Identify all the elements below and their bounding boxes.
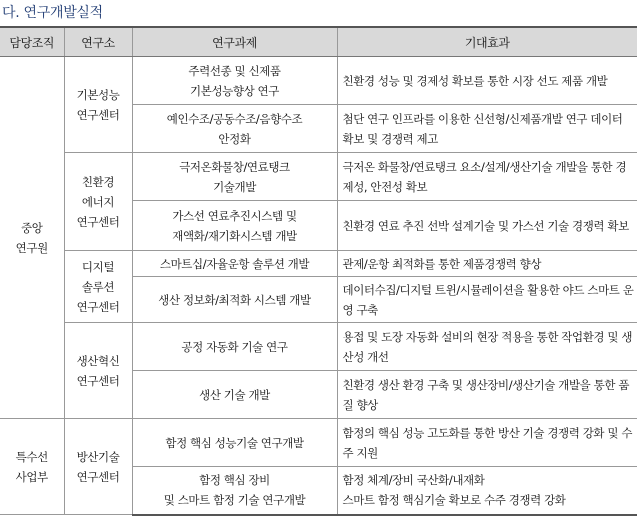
section-title: 다. 연구개발실적	[2, 5, 103, 21]
effect-cell: 친환경 생산 환경 구축 및 생산장비/생산기술 개발을 통한 품질 향상	[337, 371, 637, 419]
header-lab: 연구소	[64, 27, 132, 57]
task-cell: 함정 핵심 장비 및 스마트 함정 기술 연구개발	[132, 467, 337, 515]
task-cell: 함정 핵심 성능기술 연구개발	[132, 419, 337, 467]
lab-digital: 디지털 솔루션 연구센터	[64, 251, 132, 323]
effect-cell: 관제/운항 최적화를 통한 제품경쟁력 향상	[337, 251, 637, 277]
task-cell: 주력선종 및 신제품 기본성능향상 연구	[132, 57, 337, 105]
header-org: 담당조직	[0, 27, 64, 57]
task-cell: 스마트십/자율운항 솔루션 개발	[132, 251, 337, 277]
table-row	[0, 323, 637, 371]
lab-eco: 친환경 에너지 연구센터	[64, 153, 132, 251]
effect-cell: 함정 체계/장비 국산화/내재화 스마트 함정 핵심기술 확보로 수주 경쟁력 강화	[337, 467, 637, 515]
task-cell: 공정 자동화 기술 연구	[132, 323, 337, 371]
effect-cell: 데이터수집/디지털 트윈/시뮬레이션을 활용한 야드 스마트 운영 구축	[337, 277, 637, 323]
lab-basic: 기본성능 연구센터	[64, 57, 132, 153]
effect-cell: 함정의 핵심 성능 고도화를 통한 방산 기술 경쟁력 강화 및 수주 지원	[337, 419, 637, 467]
org-central: 중앙 연구원	[0, 57, 64, 419]
table-row	[0, 153, 637, 201]
lab-production: 생산혁신 연구센터	[64, 323, 132, 419]
task-cell: 생산 정보화/최적화 시스템 개발	[132, 277, 337, 323]
task-cell: 예인수조/공동수조/음향수조 안정화	[132, 105, 337, 153]
header-task: 연구과제	[132, 27, 337, 57]
task-cell: 극저온화물창/연료탱크 기술개발	[132, 153, 337, 201]
effect-cell: 용접 및 도장 자동화 설비의 현장 적용을 통한 작업환경 및 생산성 개선	[337, 323, 637, 371]
header-effect: 기대효과	[337, 27, 637, 57]
table-row	[0, 57, 637, 105]
rnd-results-table	[0, 26, 637, 516]
table-row	[0, 251, 637, 277]
effect-cell: 극저온 화물창/연료탱크 요소/설계/생산기술 개발을 통한 경제성, 안전성 확보	[337, 153, 637, 201]
task-cell: 가스선 연료추진시스템 및 재액화/재기화시스템 개발	[132, 201, 337, 251]
task-cell: 생산 기술 개발	[132, 371, 337, 419]
effect-cell: 친환경 성능 및 경제성 확보를 통한 시장 선도 제품 개발	[337, 57, 637, 105]
effect-cell: 첨단 연구 인프라를 이용한 신선형/신제품개발 연구 데이터 확보 및 경쟁력 제고	[337, 105, 637, 153]
effect-cell: 친환경 연료 추진 선박 설계기술 및 가스선 기술 경쟁력 확보	[337, 201, 637, 251]
table-header-row	[0, 27, 637, 57]
org-special: 특수선 사업부	[0, 419, 64, 515]
table-row	[0, 419, 637, 467]
lab-defense: 방산기술 연구센터	[64, 419, 132, 515]
